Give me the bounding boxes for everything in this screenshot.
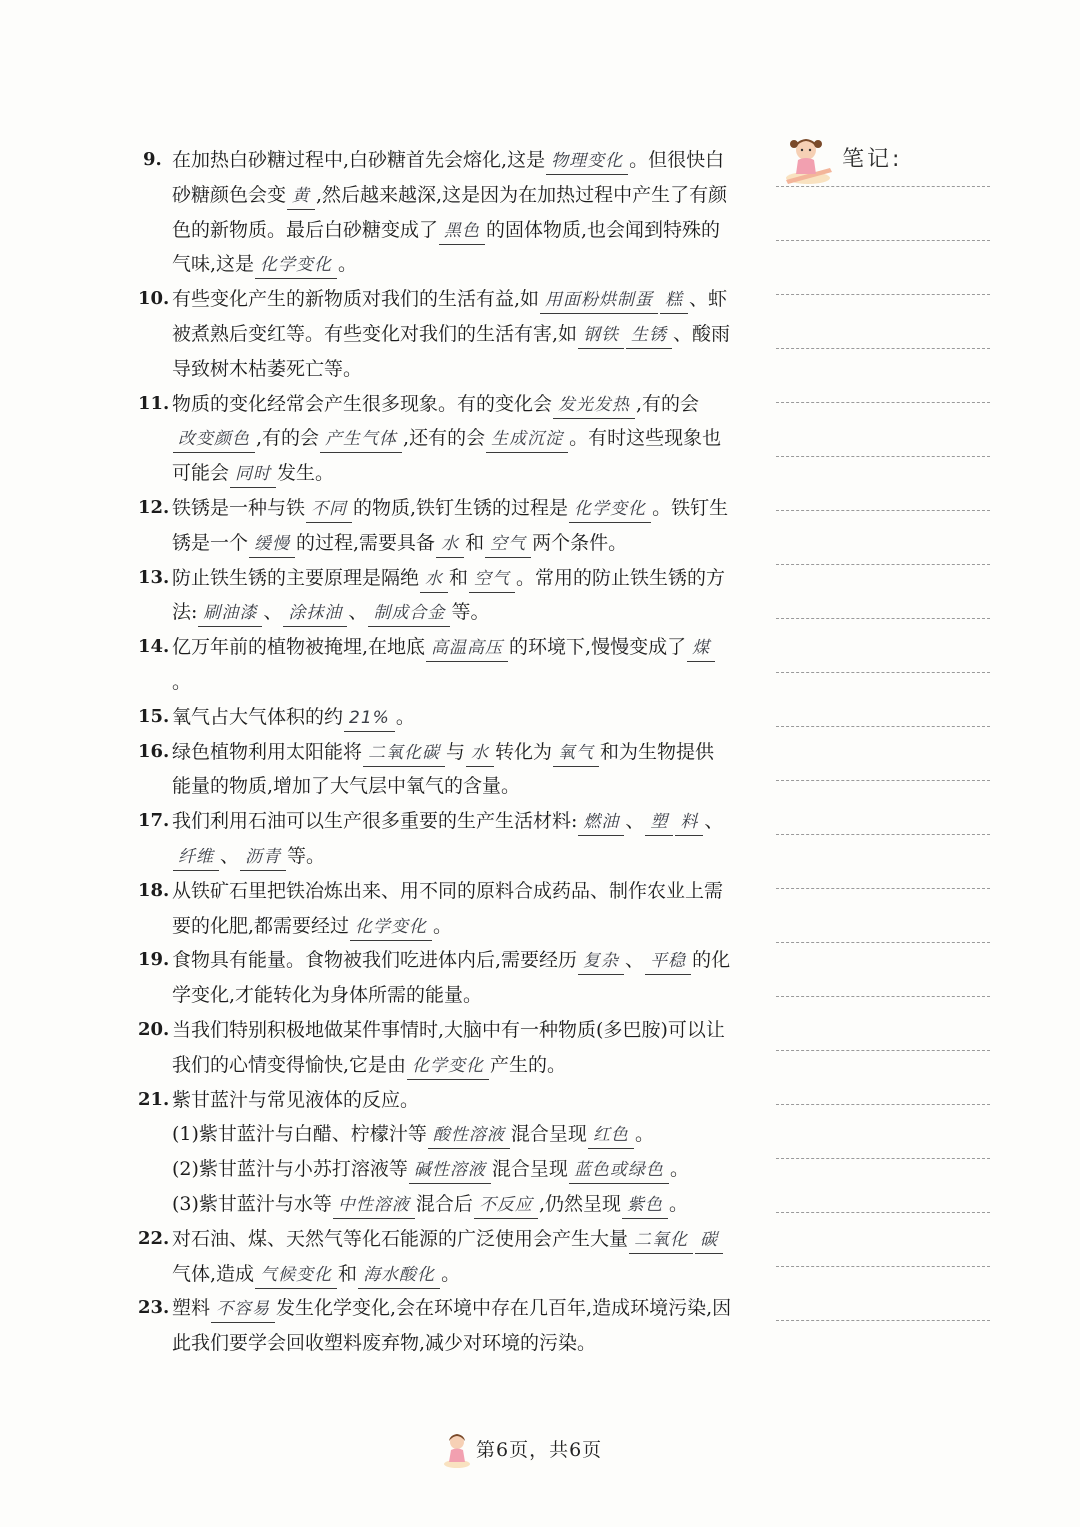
answer-blank: 二氧化 xyxy=(629,1227,693,1254)
question-item xyxy=(138,1222,733,1292)
question-text: 。 xyxy=(433,914,453,937)
question-text: 气体,造成 xyxy=(172,1262,255,1285)
question-body xyxy=(172,943,733,1013)
answer-blank: 化学变化 xyxy=(255,252,337,279)
note-line xyxy=(776,510,990,511)
question-number: 11. xyxy=(138,392,170,414)
question-item xyxy=(138,282,733,386)
question-number: 23. xyxy=(138,1297,170,1319)
question-text: ,然后越来越深,这是因为在加热过程中产生了有颜色的新物质。最后白砂糖变成了 xyxy=(172,183,728,241)
question-text: 铁锈是一种与铁 xyxy=(172,496,306,519)
note-line xyxy=(776,726,990,727)
note-line xyxy=(776,456,990,457)
question-text: 发生化学变化,会在环境中存在几百年,造成环境污染,因此我们要学会回收塑料废弃物,减少对环境的污染。 xyxy=(172,1297,732,1355)
answer-blank: 纤维 xyxy=(173,844,219,871)
answer-blank: 中性溶液 xyxy=(333,1192,415,1219)
question-text: 转化为 xyxy=(495,740,553,763)
question-body xyxy=(172,735,733,805)
question-text: 两个条件。 xyxy=(532,531,628,554)
answer-blank: 煤 xyxy=(687,635,715,662)
question-text: 物质的变化经常会产生很多现象。有的变化会 xyxy=(172,392,553,415)
note-line xyxy=(776,618,990,619)
question-text: ,仍然呈现 xyxy=(538,1192,621,1215)
question-item xyxy=(138,561,733,631)
question-number: 18. xyxy=(138,879,170,901)
notes-title: 笔记: xyxy=(842,147,903,172)
question-number: 9. xyxy=(143,149,162,170)
question-text: 产生的。 xyxy=(490,1053,567,1076)
question-text: 。 xyxy=(172,670,192,693)
answer-blank: 水 xyxy=(436,531,464,558)
question-body xyxy=(172,804,733,874)
answer-blank: 水 xyxy=(420,566,448,593)
note-line xyxy=(776,888,990,889)
question-text: 、 xyxy=(625,810,645,833)
question-number: 19. xyxy=(138,949,170,971)
question-text: 和 xyxy=(449,566,469,589)
question-text: 等。 xyxy=(287,844,326,867)
question-text: 混合呈现 xyxy=(510,1123,587,1146)
girl-mascot-small-icon xyxy=(440,1430,474,1470)
question-body xyxy=(172,491,733,561)
question-text: 亿万年前的植物被掩埋,在地底 xyxy=(172,636,426,659)
question-body xyxy=(172,282,733,386)
question-text: 。 xyxy=(395,705,415,728)
page-number: 第6页，共6页 xyxy=(476,1439,603,1461)
answer-blank: 碳 xyxy=(695,1227,723,1254)
question-text: 。 xyxy=(634,1123,654,1146)
note-line xyxy=(776,240,990,241)
answer-blank: 二氧化碳 xyxy=(363,740,445,767)
question-text: 的物质,铁钉生锈的过程是 xyxy=(353,496,569,519)
question-number: 17. xyxy=(138,810,170,832)
question-text: ,有的会 xyxy=(636,392,700,415)
answer-blank: 化学变化 xyxy=(569,496,651,523)
question-text: 和 xyxy=(338,1262,358,1285)
question-text: 混合后 xyxy=(415,1192,473,1215)
note-line xyxy=(776,348,990,349)
question-text: 发生。 xyxy=(277,462,335,485)
question-text: 、 xyxy=(348,601,368,624)
answer-blank: 平稳 xyxy=(645,948,691,975)
answer-blank: 塑 xyxy=(645,809,673,836)
note-line xyxy=(776,294,990,295)
question-number: 10. xyxy=(138,288,170,310)
answer-blank: 料 xyxy=(675,809,703,836)
answer-blank: 黄 xyxy=(287,183,315,210)
question-text: 。有时这些现象也可能会 xyxy=(172,427,722,485)
question-text: 。 xyxy=(338,253,358,276)
question-body xyxy=(172,1013,733,1083)
answer-blank: 不同 xyxy=(306,496,352,523)
answer-blank: 燃油 xyxy=(578,809,624,836)
note-line xyxy=(776,1050,990,1051)
answer-blank: 复杂 xyxy=(578,948,624,975)
note-line xyxy=(776,1320,990,1321)
answer-blank: 物理变化 xyxy=(546,148,628,175)
note-line xyxy=(776,1266,990,1267)
answer-blank: 沥青 xyxy=(240,844,286,871)
answer-blank: 产生气体 xyxy=(320,426,402,453)
question-text: ,有的会 xyxy=(256,427,320,450)
question-text: 。 xyxy=(441,1262,461,1285)
question-body xyxy=(172,143,733,282)
sub-question xyxy=(172,1117,733,1152)
question-text: 对石油、煤、天然气等化石能源的广泛使用会产生大量 xyxy=(172,1227,629,1250)
question-text: 等。 xyxy=(451,601,490,624)
question-text: 从铁矿石里把铁冶炼出来、用不同的原料合成药品、制作农业上需要的化肥,都需要经过 xyxy=(172,879,724,937)
note-line xyxy=(776,1158,990,1159)
question-number: 14. xyxy=(138,636,170,658)
answer-blank: 不容易 xyxy=(211,1296,275,1323)
question-number: 20. xyxy=(138,1018,170,1040)
question-text: 、虾被煮熟后变红等。有些变化对我们的生活有害,如 xyxy=(172,288,728,345)
answer-blank: 海水酸化 xyxy=(358,1262,440,1289)
sub-question xyxy=(172,1187,733,1222)
question-text: 和为生物提供能量的物质,增加了大气层中氧气的含量。 xyxy=(172,740,715,798)
sub-question xyxy=(172,1152,733,1187)
question-text: 食物具有能量。食物被我们吃进体内后,需要经历 xyxy=(172,949,578,972)
question-number: 13. xyxy=(138,566,170,588)
question-text: 。 xyxy=(668,1192,688,1215)
answer-blank: 涂抹油 xyxy=(283,600,347,627)
note-line xyxy=(776,996,990,997)
answer-blank: 氧气 xyxy=(553,740,599,767)
question-number: 22. xyxy=(138,1227,170,1249)
answer-blank: 不反应 xyxy=(474,1192,538,1219)
question-body xyxy=(172,1083,733,1118)
answer-blank: 蓝色或绿色 xyxy=(569,1157,669,1184)
answer-blank: 化学变化 xyxy=(350,914,432,941)
answer-blank: 钢铁 xyxy=(578,322,624,349)
question-number: 15. xyxy=(138,705,170,727)
answer-blank: 同时 xyxy=(230,461,276,488)
answer-blank: 水 xyxy=(466,740,494,767)
question-text: 塑料 xyxy=(172,1297,211,1320)
question-text: (3)紫甘蓝汁与水等 xyxy=(172,1192,332,1215)
question-text: 在加热白砂糖过程中,白砂糖首先会熔化,这是 xyxy=(172,149,546,171)
answer-blank: 紫色 xyxy=(622,1192,668,1219)
question-text: 我们利用石油可以生产很多重要的生产生活材料: xyxy=(172,810,578,833)
question-text: 的过程,需要具备 xyxy=(296,531,436,554)
answer-blank: 红色 xyxy=(588,1122,634,1149)
question-number: 12. xyxy=(138,496,170,518)
question-item xyxy=(138,630,733,700)
question-number: 16. xyxy=(138,740,170,762)
note-line xyxy=(776,672,990,673)
question-text: 紫甘蓝汁与常见液体的反应。 xyxy=(172,1088,420,1111)
question-text: 和 xyxy=(465,531,485,554)
question-item xyxy=(138,874,733,944)
question-text: 、酸雨导致树木枯萎死亡等。 xyxy=(172,322,731,380)
question-item xyxy=(138,1013,733,1083)
question-text: 防止铁生锈的主要原理是隔绝 xyxy=(172,566,420,589)
question-text: 、 xyxy=(263,601,283,624)
question-text: 、 xyxy=(704,810,724,833)
question-body xyxy=(172,630,733,700)
question-item xyxy=(143,143,733,282)
answer-blank: 酸性溶液 xyxy=(428,1122,510,1149)
question-text: (1)紫甘蓝汁与白醋、柠檬汁等 xyxy=(172,1123,427,1146)
question-text: 。 xyxy=(669,1158,689,1181)
question-text: ,还有的会 xyxy=(403,427,486,450)
answer-blank: 空气 xyxy=(485,531,531,558)
answer-blank: 黑色 xyxy=(439,218,485,245)
question-text: 的固体物质,也会闻到特殊的气味,这是 xyxy=(172,218,721,276)
question-text: 、 xyxy=(625,949,645,972)
question-text: 有些变化产生的新物质对我们的生活有益,如 xyxy=(172,288,540,311)
page-footer xyxy=(440,1430,640,1474)
question-text: 。但很快白砂糖颜色会变 xyxy=(172,149,725,206)
answer-blank: 高温高压 xyxy=(426,635,508,662)
question-body xyxy=(172,1222,733,1292)
note-line xyxy=(776,402,990,403)
note-line xyxy=(776,780,990,781)
question-text: 的化学变化,才能转化为身体所需的能量。 xyxy=(172,949,731,1007)
question-body xyxy=(172,1291,733,1361)
question-text: 氧气占大气体积的约 xyxy=(172,705,344,728)
question-text: 。常用的防止铁生锈的方法: xyxy=(172,566,726,624)
question-body xyxy=(172,561,733,631)
question-list xyxy=(138,143,733,1361)
answer-blank: 21% xyxy=(344,705,395,732)
note-line xyxy=(776,1104,990,1105)
answer-blank: 生锈 xyxy=(626,322,672,349)
answer-blank: 制成合金 xyxy=(368,600,450,627)
question-text: 、 xyxy=(220,844,240,867)
question-item xyxy=(138,491,733,561)
question-body xyxy=(172,874,733,944)
answer-blank: 空气 xyxy=(469,566,515,593)
question-item xyxy=(138,735,733,805)
question-item xyxy=(138,700,733,735)
answer-blank: 碱性溶液 xyxy=(409,1157,491,1184)
question-text: 绿色植物利用太阳能将 xyxy=(172,740,363,763)
question-body xyxy=(172,700,733,735)
answer-blank: 刷油漆 xyxy=(198,600,262,627)
note-line xyxy=(776,186,990,187)
question-body xyxy=(172,387,733,491)
answer-blank: 发光发热 xyxy=(553,392,635,419)
note-line xyxy=(776,834,990,835)
answer-blank: 糕 xyxy=(660,287,688,314)
question-item xyxy=(138,387,733,491)
question-text: 的环境下,慢慢变成了 xyxy=(509,636,687,659)
question-number: 21. xyxy=(138,1088,170,1110)
question-text: (2)紫甘蓝汁与小苏打溶液等 xyxy=(172,1158,408,1181)
note-line xyxy=(776,942,990,943)
answer-blank: 用面粉烘制蛋 xyxy=(540,287,658,314)
answer-blank: 气候变化 xyxy=(255,1262,337,1289)
answer-blank: 生成沉淀 xyxy=(486,426,568,453)
question-text: 当我们特别积极地做某件事情时,大脑中有一种物质(多巴胺)可以让我们的心情变得愉快,它是由 xyxy=(172,1018,725,1076)
question-text: 。铁钉生锈是一个 xyxy=(172,496,729,554)
question-item xyxy=(138,804,733,874)
note-line xyxy=(776,1212,990,1213)
question-text: 混合呈现 xyxy=(491,1158,568,1181)
question-text: 与 xyxy=(446,740,466,763)
question-item xyxy=(138,1083,733,1222)
answer-blank: 化学变化 xyxy=(407,1053,489,1080)
answer-blank: 改变颜色 xyxy=(173,426,255,453)
girl-mascot-icon xyxy=(776,132,838,188)
question-item xyxy=(138,943,733,1013)
question-item xyxy=(138,1291,733,1361)
answer-blank: 缓慢 xyxy=(249,531,295,558)
note-line xyxy=(776,564,990,565)
